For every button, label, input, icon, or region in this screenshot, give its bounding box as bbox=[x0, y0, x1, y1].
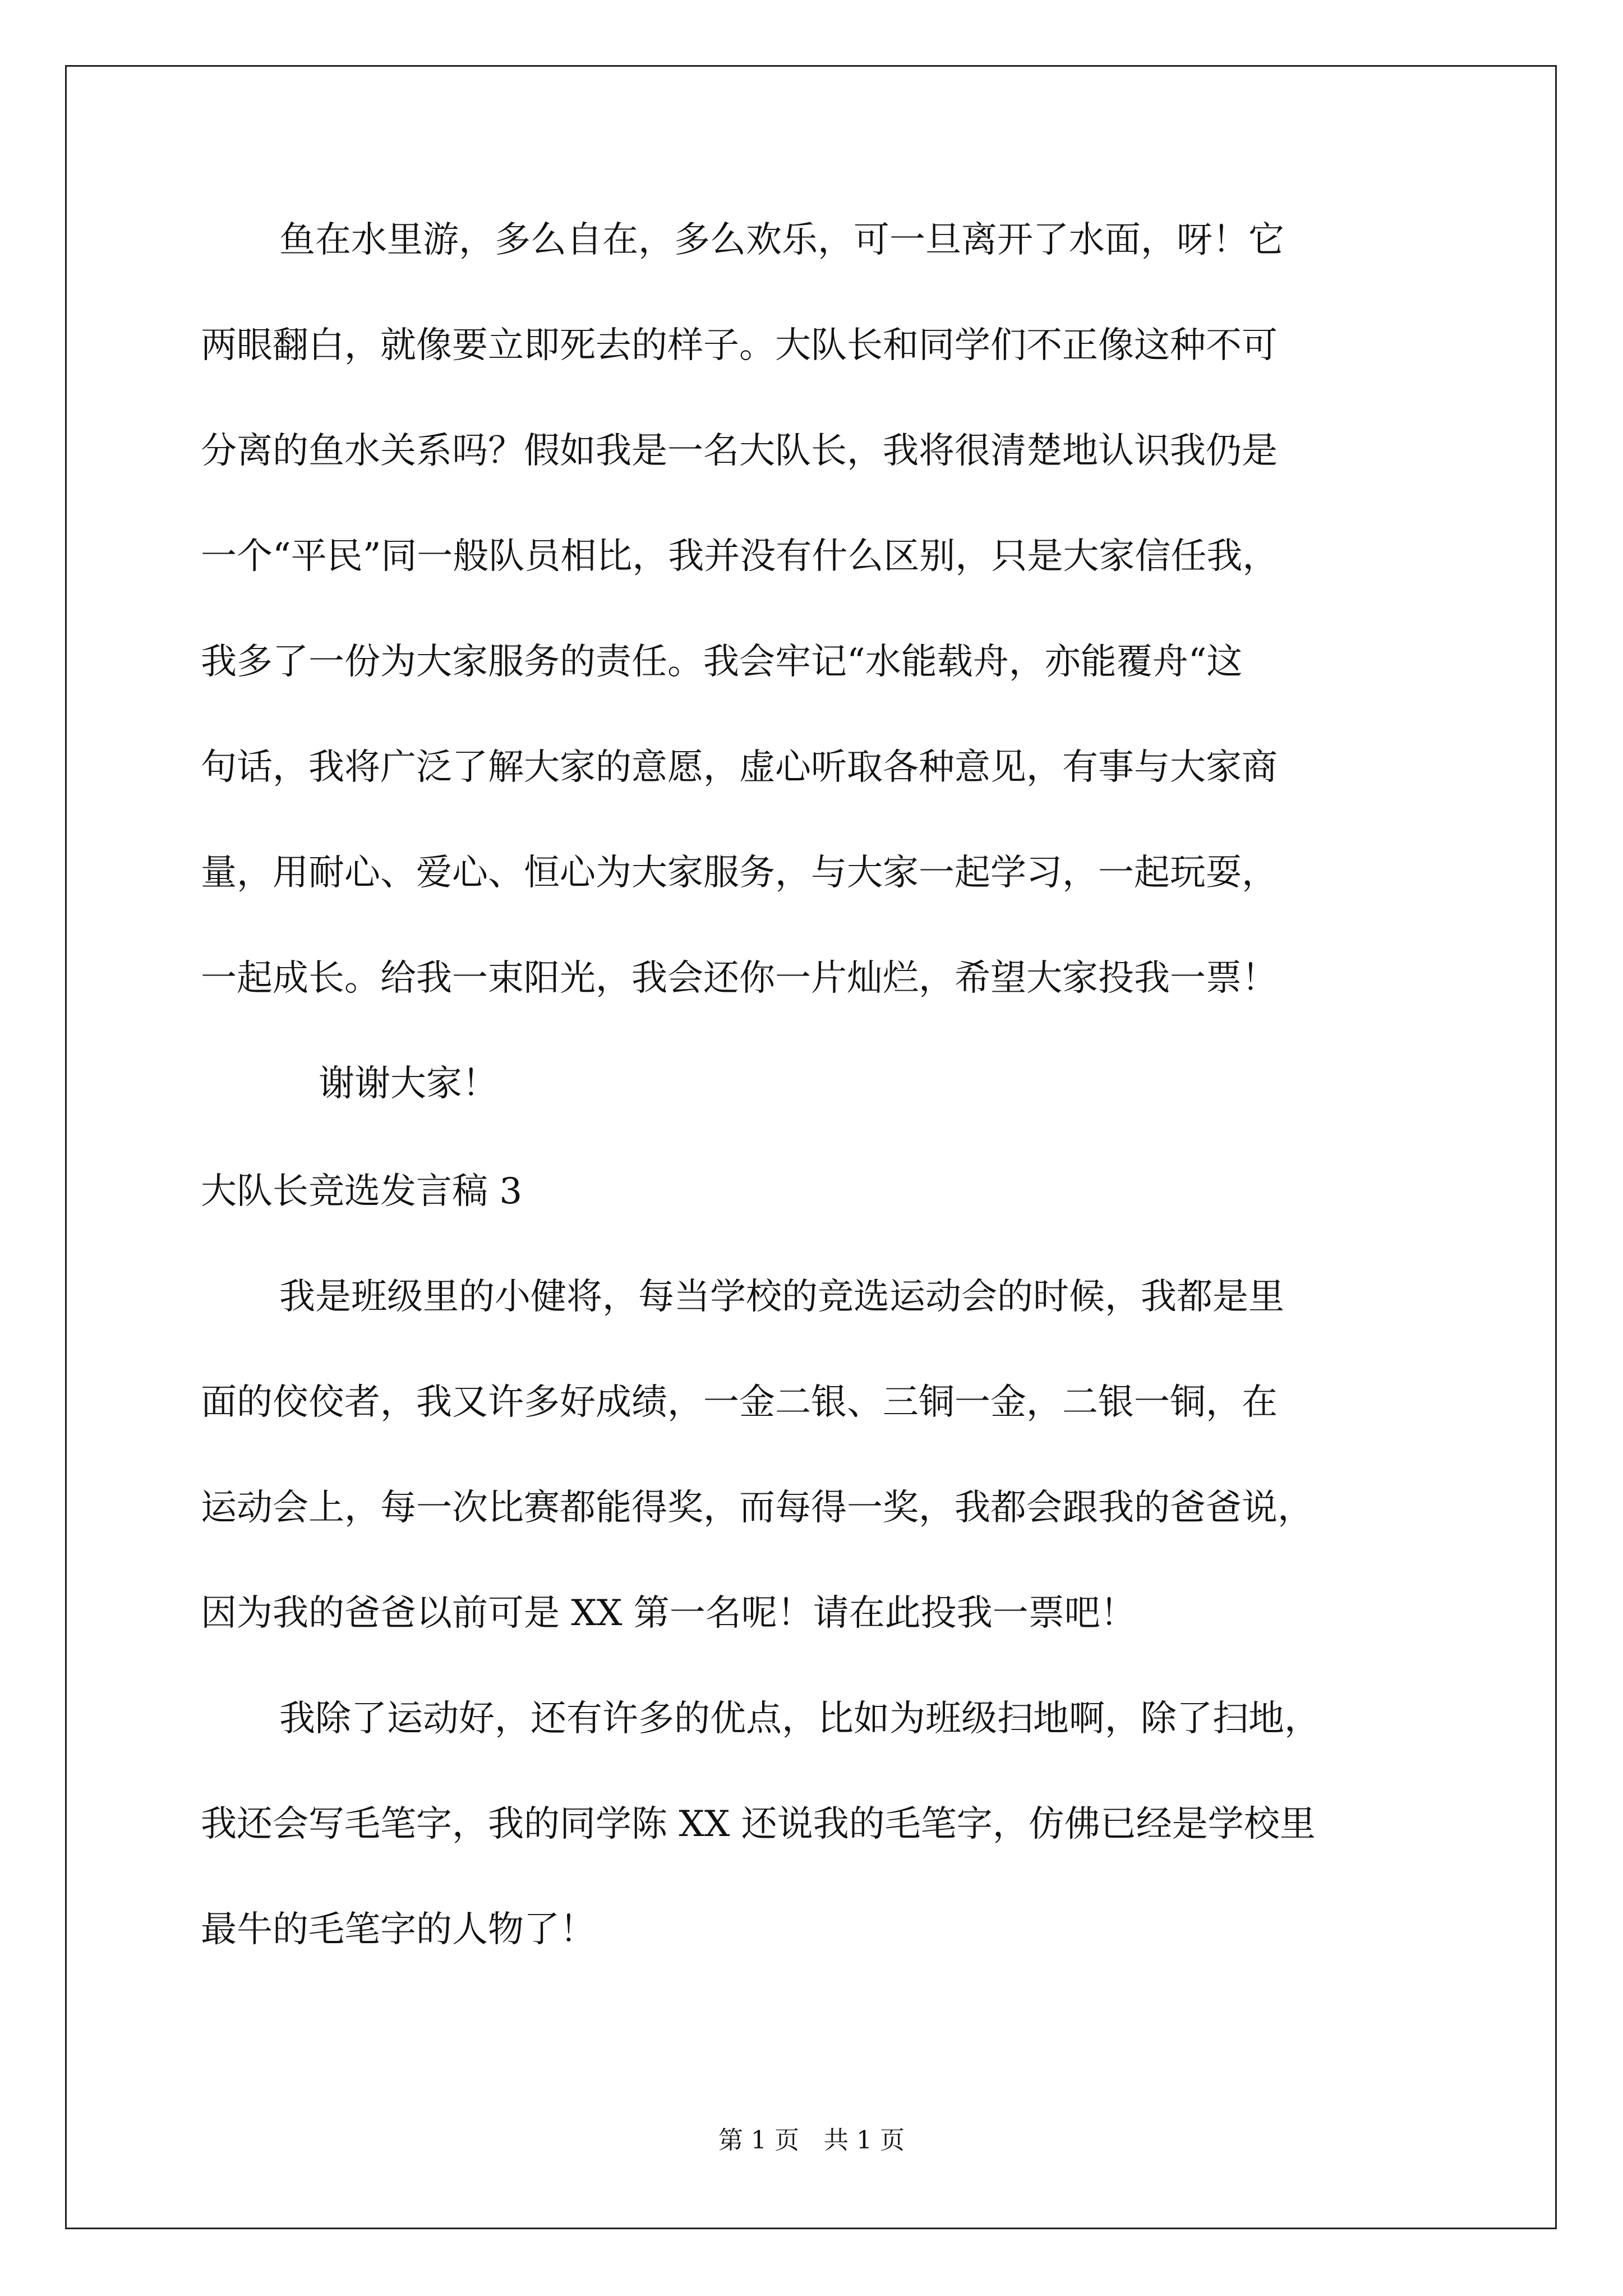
paragraph-line: 分离的鱼水关系吗？假如我是一名大队长，我将很清楚地认识我仍是 bbox=[201, 430, 1278, 472]
paragraph-line: 我多了一份为大家服务的责任。我会牢记“水能载舟，亦能覆舟“这 bbox=[201, 641, 1243, 683]
paragraph-line: 一起成长。给我一束阳光，我会还你一片灿烂，希望大家投我一票！ bbox=[201, 958, 1278, 999]
paragraph-line: 句话，我将广泛了解大家的意愿，虚心听取各种意见，有事与大家商 bbox=[201, 747, 1278, 788]
section-heading: 大队长竞选发言稿 3 bbox=[201, 1171, 523, 1212]
paragraph-line: 因为我的爸爸以前可是 XX 第一名呢！请在此投我一票吧！ bbox=[201, 1593, 1136, 1634]
paragraph-line: 我还会写毛笔字，我的同学陈 XX 还说我的毛笔字，仿佛已经是学校里 bbox=[201, 1803, 1316, 1845]
paragraph-line: 运动会上，每一次比赛都能得奖，而每得一奖，我都会跟我的爸爸说， bbox=[201, 1487, 1313, 1529]
paragraph-line: 我是班级里的小健将，每当学校的竞选运动会的时候，我都是里 bbox=[279, 1276, 1284, 1318]
paragraph-line: 最牛的毛笔字的人物了！ bbox=[201, 1909, 596, 1950]
paragraph-line: 一个“平民”同一般队员相比，我并没有什么区别，只是大家信任我， bbox=[201, 536, 1279, 577]
paragraph-line: 我除了运动好，还有许多的优点，比如为班级扫地啊，除了扫地， bbox=[279, 1698, 1320, 1740]
closing-line: 谢谢大家！ bbox=[319, 1063, 498, 1105]
paragraph-line: 鱼在水里游，多么自在，多么欢乐，可一旦离开了水面，呀！它 bbox=[279, 219, 1284, 261]
paragraph-line: 面的佼佼者，我又许多好成绩，一金二银、三铜一金，二银一铜，在 bbox=[201, 1382, 1278, 1423]
paragraph-line: 量，用耐心、爱心、恒心为大家服务，与大家一起学习，一起玩耍， bbox=[201, 852, 1278, 894]
paragraph-line: 两眼翻白，就像要立即死去的样子。大队长和同学们不正像这种不可 bbox=[201, 325, 1278, 366]
page-number: 第 1 页 共 1 页 bbox=[718, 2126, 905, 2155]
